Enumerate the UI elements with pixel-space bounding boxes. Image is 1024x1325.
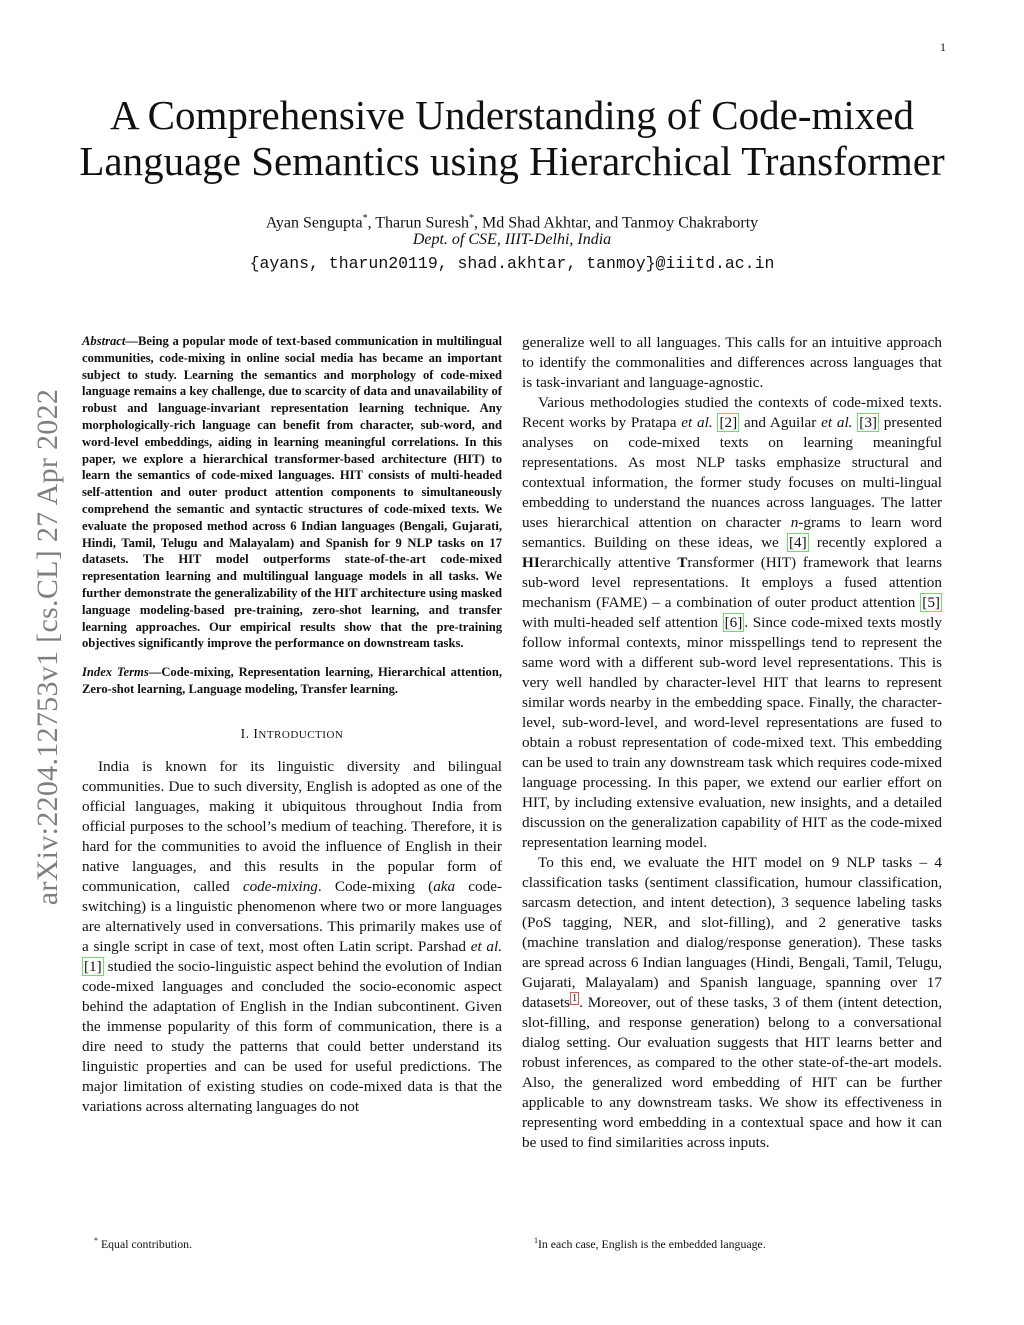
left-column <box>82 333 502 1117</box>
footnote-1-link[interactable]: 1 <box>572 992 578 1004</box>
citation-5-link[interactable]: [5] <box>922 594 940 611</box>
affiliation: Dept. of CSE, IIIT-Delhi, India <box>412 231 612 248</box>
intro-paragraph: India is known for its linguistic diversity and bilingual communities. Due to such diversity, English is adopted as one of the official languages, making it ubiquitous throughout India from official purposes to the school’s medium of teaching. Therefore, it is hard for the communities to avoid the influence of English in their native languages, and this results in the popular form of communication, called code-mixing. Code-mixing (aka code-switching) is a linguistic phenomenon where two or more languages are alternatively used in conversations. This primarily makes use of a single script in case of text, most often Latin script. Parshad et al. [1] studied the socio-linguistic aspect behind the evolution of Indian code-mixed languages and concluded the socio-economic aspect behind the adaptation of English in the Indian subcontinent. Given the immense popularity of this form of communication, there is a dire need to study the patterns that could better understand its linguistic properties and can be used for useful predictions. The major limitation of existing studies on code-mixed data is that the variations across alternating languages do not <box>82 757 502 1115</box>
footnote-equal-contribution: * Equal contribution. <box>94 1236 193 1251</box>
abstract <box>82 333 502 652</box>
citation-2-link[interactable]: [2] <box>719 414 738 431</box>
author-1: Ayan Sengupta <box>265 214 363 232</box>
citation-3-link[interactable]: [3] <box>859 414 877 431</box>
author-emails: {ayans, tharun20119, shad.akhtar, tanmoy}@iiitd.ac.in <box>249 254 775 273</box>
citation-1-link[interactable]: [1] <box>84 957 102 975</box>
right-column <box>522 333 942 1153</box>
page-number: 1 <box>940 40 946 54</box>
abstract-label: Abstract <box>82 334 126 348</box>
author-list: Ayan Sengupta*, Tharun Suresh*, Md Shad Akhtar, and Tanmoy Chakraborty <box>265 213 759 232</box>
citation-4-link[interactable]: [4] <box>788 534 807 551</box>
arxiv-stamp: arXiv:2204.12753v1 [cs.CL] 27 Apr 2022 <box>31 388 64 906</box>
title-line-2: Language Semantics using Hierarchical Transformer <box>79 138 945 184</box>
section-heading: I. INTRODUCTION <box>240 725 344 741</box>
citation-6-link[interactable]: [6] <box>724 614 743 631</box>
author-2: Tharun Suresh <box>375 214 470 232</box>
right-paragraph-3: To this end, we evaluate the HIT model on 9 NLP tasks – 4 classification tasks (sentiment classification, humour classification, sarcasm detection, and intent detection), 3 sequence labeling tasks (PoS tagging, NER, and slot-filling), and 2 generative tasks (machine translation and dialog/response generation). These tasks are spread across 6 Indian languages (Hindi, Bengali, Tamil, Telugu, Gujarati, Malayalam) and Spanish language, spanning over 17 datasets $^1$ . Moreover, out of these tasks, 3 of them (intent detection, slot-filling, and response generation) belong to a conversational dialog setting. Our evaluation suggests that HIT learns better and robust inferences, as compared to the other state-of-the-art models. Also, the generalized word embedding of HIT can be further applicable to any downstream tasks. We show its effectiveness in representing word embedding in a contextual space and how it can be used to find similarities across inputs. <box>522 854 942 1151</box>
index-terms <box>82 664 502 698</box>
index-terms-text: —Code-mixing, Representation learning, Hierarchical attention, Zero-shot learning, Language modeling, Transfer learning. <box>82 665 502 696</box>
equal-contribution-mark: * <box>362 213 368 224</box>
author-rest: Md Shad Akhtar, and Tanmoy Chakraborty <box>482 214 759 232</box>
right-paragraph-1: generalize well to all languages. This calls for an intuitive approach to identify the commonalities and differences across languages that is task-invariant and language-agnostic. <box>522 334 942 391</box>
footnote-1: $^1$In each case, English is the embedded language. <box>534 1236 766 1251</box>
abstract-text: —Being a popular mode of text-based communication in multilingual communities, code-mixing in online social media has became an important subject to study. Learning the semantics and morphology of code-mixed language remains a key challenge, due to scarcity of data and unavailability of robust and language-invariant representation learning technique. Any morphologically-rich language can benefit from character, sub-word, and word-level embeddings, aiding in learning meaningful correlations. In this paper, we explore a hierarchical transformer-based architecture (HIT) to learn the semantics of code-mixed languages. HIT consists of multi-headed self-attention and outer product attention components to simultaneously comprehend the semantic and syntactic structures of code-mixed texts. We evaluate the proposed method across 6 Indian languages (Bengali, Gujarati, Hindi, Tamil, Telugu and Malayalam) and Spanish for 9 NLP tasks on 17 datasets. The HIT model outperforms state-of-the-art code-mixed representation learning and multilingual language models in all tasks. We further demonstrate the generalizability of the HIT architecture using masked language modeling-based pre-training, zero-shot learning, and transfer learning approaches. Our empirical results show that the pre-training objectives significantly improve the performance on downstream tasks. <box>82 334 502 651</box>
paper-title <box>60 92 964 184</box>
equal-contribution-mark: * <box>469 213 475 224</box>
index-terms-label: Index Terms <box>82 665 149 680</box>
right-paragraph-2: Various methodologies studied the contexts of code-mixed texts. Recent works by Pratapa et al. [2] and Aguilar et al. [3] presented analyses on code-mixed texts on learning meaningful representations. As most NLP tasks emphasize structural and contextual information, the former study focuses on multi-lingual embedding to understand the nuances across languages. The latter uses hierarchical attention on character n-grams to learn word semantics. Building on these ideas, we [4] recently explored a HIerarchically attentive Transformer (HIT) framework that learns sub-word level representations. It employs a fused attention mechanism (FAME) – a combination of outer product attention [5] with multi-headed self attention [6] . Since code-mixed texts mostly follow informal contexts, minor misspellings tend to represent the same word with a different sub-word level representations. This is very well handled by character-level HIT that learns to represent similar words nearby in the embedding space. Finally, the character-level, sub-word-level, and word-level representations are fused to obtain a robust representation of code-mixed text. This embedding can be used to train any downstream task which requires code-mixed language processing. In this paper, we extend our earlier effort on HIT, by including extensive evaluation, new insights, and a detailed discussion on the generalization capability of HIT as the code-mixed representation learning model. <box>522 394 942 851</box>
title-line-1: A Comprehensive Understanding of Code-mixed <box>110 92 914 138</box>
